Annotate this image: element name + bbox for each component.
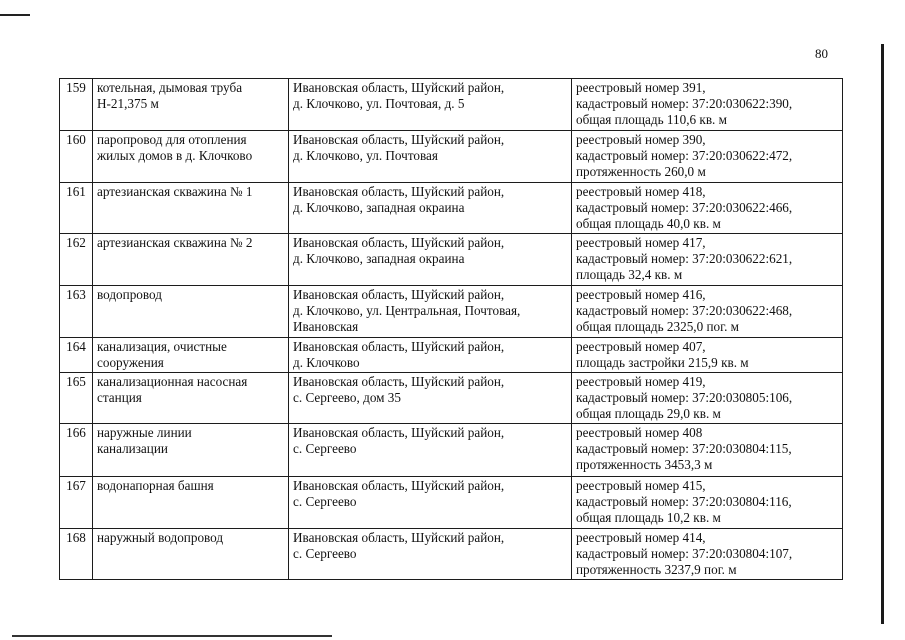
registry-info-line: площадь застройки 215,9 кв. м — [576, 355, 749, 370]
address-cell — [289, 183, 572, 234]
registry-info-line: кадастровый номер: 37:20:030805:106, — [576, 390, 793, 405]
table-row — [60, 131, 843, 183]
property-registry-table — [59, 78, 843, 580]
address-cell — [289, 131, 572, 183]
row-number: 160 — [60, 131, 93, 183]
row-number: 168 — [60, 529, 93, 580]
registry-info-line: реестровый номер 414, — [576, 530, 706, 545]
object-name-line: водопровод — [97, 287, 162, 302]
scan-artifact-line-top — [0, 14, 30, 16]
registry-info-cell — [572, 286, 843, 338]
table-row — [60, 183, 843, 234]
registry-info-cell — [572, 424, 843, 477]
registry-info-line: кадастровый номер: 37:20:030622:468, — [576, 303, 793, 318]
registry-info-cell — [572, 373, 843, 424]
scan-artifact-line-right — [881, 44, 884, 624]
registry-info-cell — [572, 79, 843, 131]
registry-info-line: реестровый номер 408 — [576, 425, 703, 440]
registry-info-line: реестровый номер 407, — [576, 339, 706, 354]
address-line: Ивановская область, Шуйский район, — [293, 478, 505, 493]
table-row — [60, 79, 843, 131]
registry-info-line: общая площадь 10,2 кв. м — [576, 510, 721, 525]
registry-info-cell — [572, 234, 843, 286]
object-name-cell — [93, 79, 289, 131]
address-line: с. Сергеево — [293, 494, 357, 509]
table-row — [60, 373, 843, 424]
object-name-cell — [93, 477, 289, 529]
registry-info-line: кадастровый номер: 37:20:030804:115, — [576, 441, 792, 456]
registry-table-body — [60, 79, 843, 580]
table-row — [60, 529, 843, 580]
row-number: 163 — [60, 286, 93, 338]
address-cell — [289, 373, 572, 424]
address-line: д. Клочково, западная окраина — [293, 251, 465, 266]
address-line: с. Сергеево, дом 35 — [293, 390, 401, 405]
registry-info-cell — [572, 338, 843, 373]
table-row — [60, 338, 843, 373]
table-row — [60, 477, 843, 529]
object-name-line: канализационная насосная — [97, 374, 248, 389]
address-line: Ивановская область, Шуйский район, — [293, 132, 505, 147]
object-name-cell — [93, 529, 289, 580]
registry-info-cell — [572, 529, 843, 580]
registry-info-line: реестровый номер 419, — [576, 374, 706, 389]
address-cell — [289, 338, 572, 373]
object-name-line: канализации — [97, 441, 168, 456]
object-name-line: котельная, дымовая труба — [97, 80, 243, 95]
object-name-cell — [93, 183, 289, 234]
registry-info-line: площадь 32,4 кв. м — [576, 267, 683, 282]
address-line: Ивановская область, Шуйский район, — [293, 80, 505, 95]
registry-info-line: общая площадь 29,0 кв. м — [576, 406, 721, 421]
address-line: д. Клочково, ул. Почтовая, д. 5 — [293, 96, 465, 111]
registry-info-line: кадастровый номер: 37:20:030804:107, — [576, 546, 793, 561]
row-number: 164 — [60, 338, 93, 373]
table-row — [60, 286, 843, 338]
object-name-line: наружные линии — [97, 425, 192, 440]
page-number: 80 — [815, 46, 828, 61]
registry-info-line: реестровый номер 390, — [576, 132, 706, 147]
object-name-line: Н-21,375 м — [97, 96, 159, 111]
object-name-line: наружный водопровод — [97, 530, 224, 545]
registry-info-line: кадастровый номер: 37:20:030622:621, — [576, 251, 793, 266]
scan-artifact-line-bottom — [12, 635, 332, 637]
row-number: 166 — [60, 424, 93, 477]
address-cell — [289, 424, 572, 477]
table-row — [60, 424, 843, 477]
object-name-cell — [93, 338, 289, 373]
registry-info-line: общая площадь 40,0 кв. м — [576, 216, 721, 231]
address-cell — [289, 529, 572, 580]
registry-info-line: кадастровый номер: 37:20:030804:116, — [576, 494, 792, 509]
row-number: 165 — [60, 373, 93, 424]
registry-info-line: реестровый номер 417, — [576, 235, 706, 250]
registry-info-line: реестровый номер 415, — [576, 478, 706, 493]
row-number: 159 — [60, 79, 93, 131]
registry-info-line: протяженность 3453,3 м — [576, 457, 713, 472]
address-line: Ивановская область, Шуйский район, — [293, 184, 505, 199]
address-line: с. Сергеево — [293, 546, 357, 561]
registry-info-line: общая площадь 110,6 кв. м — [576, 112, 727, 127]
row-number: 161 — [60, 183, 93, 234]
registry-info-line: реестровый номер 391, — [576, 80, 706, 95]
address-line: д. Клочково, западная окраина — [293, 200, 465, 215]
address-line: Ивановская область, Шуйский район, — [293, 235, 505, 250]
address-line: Ивановская область, Шуйский район, — [293, 287, 505, 302]
address-line: Ивановская область, Шуйский район, — [293, 425, 505, 440]
row-number: 167 — [60, 477, 93, 529]
object-name-line: водонапорная башня — [97, 478, 214, 493]
address-cell — [289, 477, 572, 529]
registry-info-line: протяженность 3237,9 пог. м — [576, 562, 737, 577]
registry-info-line: реестровый номер 416, — [576, 287, 706, 302]
address-line: Ивановская область, Шуйский район, — [293, 530, 505, 545]
address-line: Ивановская область, Шуйский район, — [293, 374, 505, 389]
object-name-cell — [93, 234, 289, 286]
object-name-line: станция — [97, 390, 142, 405]
registry-info-cell — [572, 183, 843, 234]
object-name-cell — [93, 131, 289, 183]
address-line: Ивановская — [293, 319, 359, 334]
object-name-line: артезианская скважина № 1 — [97, 184, 253, 199]
table-row — [60, 234, 843, 286]
address-cell — [289, 234, 572, 286]
address-line: Ивановская область, Шуйский район, — [293, 339, 505, 354]
registry-info-line: реестровый номер 418, — [576, 184, 706, 199]
registry-info-cell — [572, 477, 843, 529]
address-cell — [289, 79, 572, 131]
address-line: с. Сергеево — [293, 441, 357, 456]
object-name-line: паропровод для отопления — [97, 132, 247, 147]
object-name-line: сооружения — [97, 355, 164, 370]
object-name-cell — [93, 424, 289, 477]
registry-info-line: кадастровый номер: 37:20:030622:466, — [576, 200, 793, 215]
address-line: д. Клочково, ул. Центральная, Почтовая, — [293, 303, 521, 318]
object-name-line: артезианская скважина № 2 — [97, 235, 253, 250]
object-name-cell — [93, 373, 289, 424]
row-number: 162 — [60, 234, 93, 286]
address-line: д. Клочково, ул. Почтовая — [293, 148, 438, 163]
object-name-line: жилых домов в д. Клочково — [97, 148, 253, 163]
address-line: д. Клочково — [293, 355, 360, 370]
address-cell — [289, 286, 572, 338]
registry-info-line: общая площадь 2325,0 пог. м — [576, 319, 740, 334]
registry-info-line: протяженность 260,0 м — [576, 164, 706, 179]
object-name-cell — [93, 286, 289, 338]
registry-info-cell — [572, 131, 843, 183]
registry-info-line: кадастровый номер: 37:20:030622:390, — [576, 96, 793, 111]
object-name-line: канализация, очистные — [97, 339, 227, 354]
registry-info-line: кадастровый номер: 37:20:030622:472, — [576, 148, 793, 163]
